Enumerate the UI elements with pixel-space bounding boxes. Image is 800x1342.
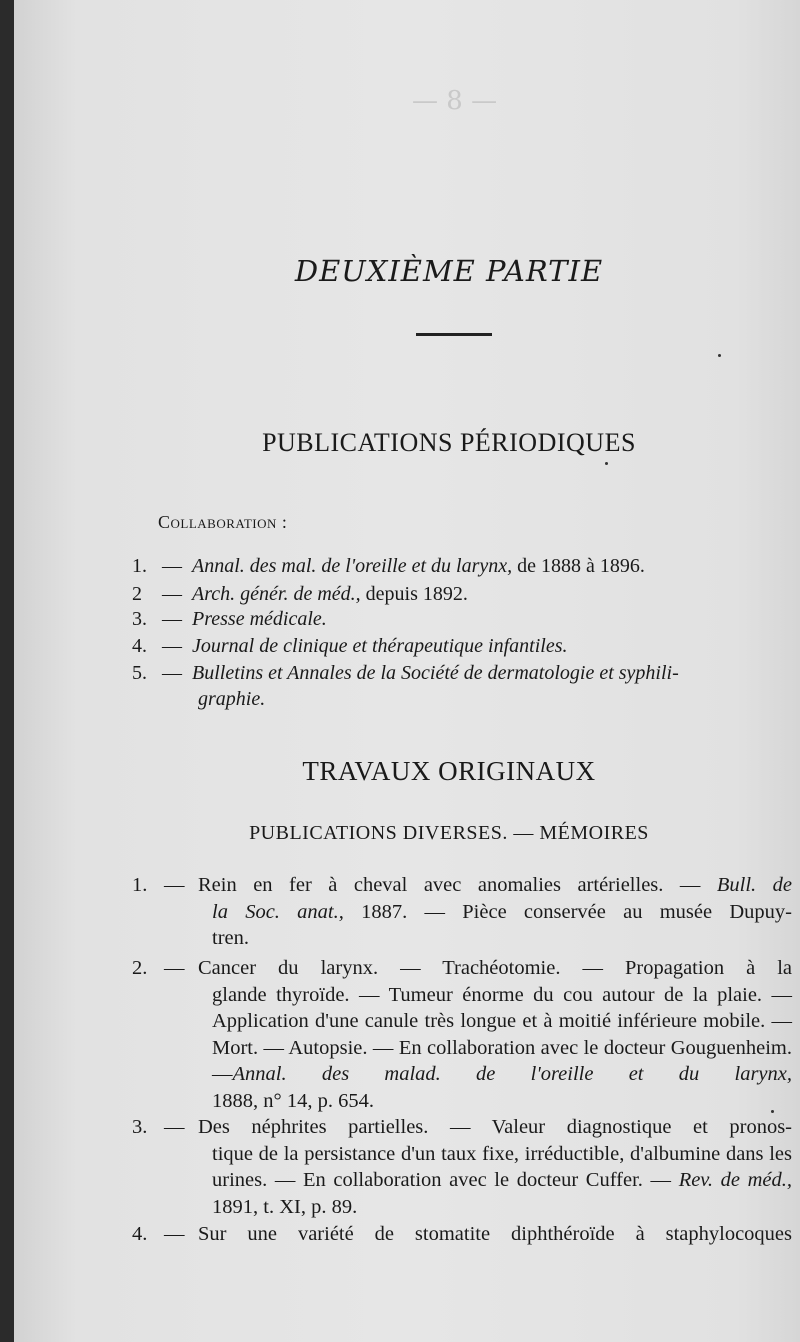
subsection-title: PUBLICATIONS DIVERSES. — MÉMOIRES [249,822,649,844]
item-number: 1. [132,874,148,896]
title-rule [416,333,492,336]
paper-speck [718,354,721,357]
work-text: tique de la persistance d'un taux fixe, irréductible, d'albumine dans les urines. — En collaboration avec le docteur Cuffer. — [212,1142,792,1191]
work-title: Des néphrites partielles. — Valeur diagnostique et pronos- [198,1116,792,1138]
item-dash: — [162,635,182,657]
travaux-title: TRAVAUX ORIGINAUX [302,756,596,786]
periodical-dates: de 1888 à 1896. [512,555,645,577]
work-first-line [132,1114,792,1141]
page-number-showthrough: — 8 — [412,86,498,116]
work-reference: Bull. de [716,874,792,896]
periodical-item [132,660,679,712]
paper-speck [605,462,608,465]
item-dash: — [164,874,185,896]
work-reference: Rev. de méd., [678,1169,793,1191]
item-dash: — [164,1223,185,1245]
work-body [132,1141,792,1194]
work-first-line [132,1221,792,1248]
item-number: 4. [132,1223,148,1245]
periodical-title: Arch. génér. de méd., [192,583,361,605]
work-item [132,955,792,1114]
periodical-item [132,553,645,579]
work-body [132,982,792,1088]
work-title: Rein en fer à cheval avec anomalies artérielles. — [198,874,717,896]
work-last-line: 1891, t. XI, p. 89. [212,1195,358,1218]
periodical-title: Bulletins et Annales de la Société de dermatologie et syphili- [192,662,679,684]
work-item [132,1114,792,1220]
item-dash: — [164,957,185,979]
periodical-title: Presse médicale. [192,608,327,630]
item-number: 2. [132,957,148,979]
work-last-line: 1888, n° 14, p. 654. [212,1089,374,1112]
item-dash: — [164,1116,185,1138]
item-number: 1. [132,555,147,577]
item-number: 3. [132,1116,148,1138]
item-dash: — [162,608,182,630]
item-dash: — [162,583,182,605]
periodical-title: Annal. des mal. de l'oreille et du larynx, [192,555,513,577]
item-number: 4. [132,635,147,657]
periodical-title-continuation: graphie. [198,688,266,710]
paper-speck [771,1110,774,1113]
work-first-line [132,955,792,982]
work-item [132,872,792,952]
periodical-item [132,633,567,659]
work-title: Cancer du larynx. — Trachéotomie. — Propagation à la [198,957,792,979]
work-first-line [132,872,792,899]
item-dash: — [162,662,182,684]
item-number: 3. [132,608,147,630]
work-reference: la Soc. anat., [212,900,344,923]
work-item [132,1221,792,1248]
work-body [132,899,792,926]
periodical-item [132,581,468,607]
periodical-item [132,606,327,632]
publications-title: PUBLICATIONS PÉRIODIQUES [262,428,636,457]
collaboration-label: Collaboration : [158,512,288,532]
document-page [14,0,800,1342]
work-text: glande thyroïde. — Tumeur énorme du cou autour de la plaie. — Application d'une canule très longue et à moitié inférieure mobile. — Mort. — Autopsie. — En collaboration avec le docteur Gouguenheim.— [212,983,792,1085]
item-number: 5. [132,662,147,684]
periodical-title: Journal de clinique et thérapeutique infantiles. [192,635,568,657]
part-title: DEUXIÈME PARTIE [294,254,604,288]
item-dash: — [162,555,182,577]
periodical-dates: depuis 1892. [360,583,468,605]
item-number: 2 [132,583,142,605]
work-text: 1887. — Pièce conservée au musée Dupuy- [343,900,792,923]
work-last-line: tren. [212,927,249,949]
work-title: Sur une variété de stomatite diphthéroïde à staphylocoques [198,1223,792,1245]
work-reference: Annal. des malad. de l'oreille et du larynx, [232,1063,792,1085]
